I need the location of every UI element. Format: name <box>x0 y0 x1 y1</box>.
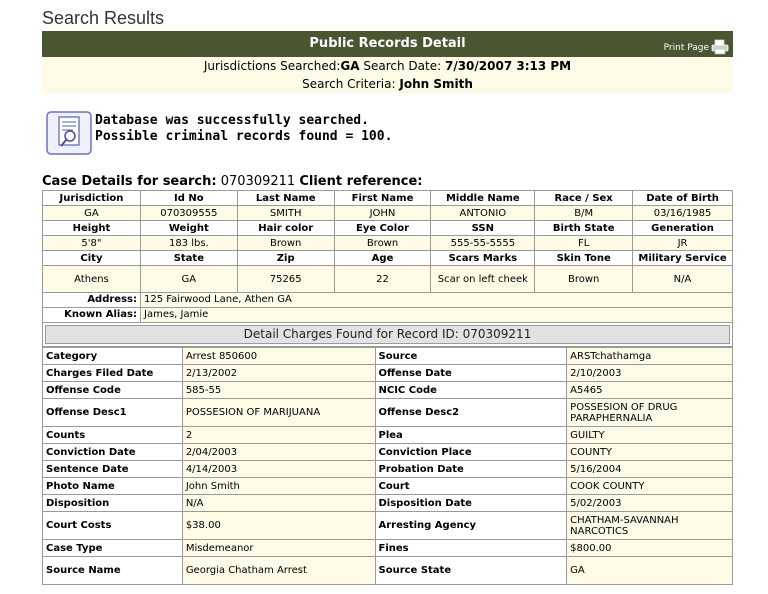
case-heading-label: Case Details for search: <box>42 174 217 189</box>
value-cell: 070309555 <box>140 206 237 221</box>
search-date-label: Search Date: <box>363 59 442 73</box>
value-cell: JR <box>633 236 733 251</box>
field-value: 5/02/2003 <box>567 495 733 512</box>
charge-details-table <box>42 347 733 585</box>
search-message <box>95 113 392 145</box>
field-value: Georgia Chatham Arrest <box>182 557 375 585</box>
value-cell: Brown <box>334 236 431 251</box>
printer-icon <box>711 39 729 55</box>
person-value-row <box>43 206 733 221</box>
field-label: Photo Name <box>43 478 183 495</box>
table-row <box>43 540 733 557</box>
field-label: Disposition <box>43 495 183 512</box>
person-header-row <box>43 191 733 206</box>
alias-label: Known Alias: <box>43 308 141 323</box>
header-cell: Date of Birth <box>633 191 733 206</box>
field-value: 585-55 <box>182 382 375 399</box>
field-label: Court Costs <box>43 512 183 540</box>
charges-title: Detail Charges Found for Record ID: 070309211 <box>45 325 730 344</box>
field-value: POSSESION OF MARIJUANA <box>182 399 375 427</box>
header-cell: State <box>140 251 237 266</box>
value-cell: GA <box>43 206 141 221</box>
address-value: 125 Fairwood Lane, Athen GA <box>141 293 733 308</box>
charges-title-box <box>42 322 733 347</box>
address-table <box>42 292 733 323</box>
field-label: Source Name <box>43 557 183 585</box>
person-value-row <box>43 266 733 294</box>
table-row <box>43 512 733 540</box>
jurisdiction-label: Jurisdictions Searched: <box>203 59 341 73</box>
field-label: Court <box>375 478 567 495</box>
field-value: GUILTY <box>567 427 733 444</box>
case-heading <box>42 174 423 190</box>
field-value: 2/04/2003 <box>182 444 375 461</box>
field-value: POSSESION OF DRUG PARAPHERNALIA <box>567 399 733 427</box>
page-title: Search Results <box>42 8 165 28</box>
header-cell: City <box>43 251 141 266</box>
field-label: Conviction Date <box>43 444 183 461</box>
criteria-value: John Smith <box>399 77 473 91</box>
value-cell: Scar on left cheek <box>431 266 535 294</box>
header-cell: Hair color <box>237 221 334 236</box>
value-cell: 555-55-5555 <box>431 236 535 251</box>
value-cell: 183 lbs. <box>140 236 237 251</box>
field-value: A5465 <box>567 382 733 399</box>
field-value: 5/16/2004 <box>567 461 733 478</box>
criteria-label: Search Criteria: <box>302 77 396 91</box>
search-message-line1: Database was successfully searched. <box>95 113 369 128</box>
person-value-row <box>43 236 733 251</box>
field-label: Charges Filed Date <box>43 365 183 382</box>
person-header-row <box>43 221 733 236</box>
field-label: Sentence Date <box>43 461 183 478</box>
field-value: COOK COUNTY <box>567 478 733 495</box>
table-row <box>43 382 733 399</box>
value-cell: B/M <box>535 206 633 221</box>
person-header-row <box>43 251 733 266</box>
table-row <box>43 444 733 461</box>
field-label: Category <box>43 348 183 365</box>
value-cell: 75265 <box>237 266 334 294</box>
address-row <box>43 293 733 308</box>
header-cell: SSN <box>431 221 535 236</box>
header-cell: Eye Color <box>334 221 431 236</box>
table-row <box>43 348 733 365</box>
table-row <box>43 365 733 382</box>
search-message-line2: Possible criminal records found = 100. <box>95 129 393 144</box>
value-cell: Brown <box>237 236 334 251</box>
header-cell: Id No <box>140 191 237 206</box>
table-row <box>43 399 733 427</box>
field-value: $38.00 <box>182 512 375 540</box>
table-row <box>43 461 733 478</box>
header-cell: Skin Tone <box>535 251 633 266</box>
field-label: Offense Desc1 <box>43 399 183 427</box>
field-label: Offense Date <box>375 365 567 382</box>
field-value: Arrest 850600 <box>182 348 375 365</box>
field-label: Plea <box>375 427 567 444</box>
field-label: Source <box>375 348 567 365</box>
value-cell: Brown <box>535 266 633 294</box>
field-label: Offense Code <box>43 382 183 399</box>
value-cell: GA <box>140 266 237 294</box>
print-page-label: Print Page <box>663 43 709 53</box>
records-header <box>42 31 733 57</box>
field-value: COUNTY <box>567 444 733 461</box>
alias-value: James, Jamie <box>141 308 733 323</box>
field-value: CHATHAM-SAVANNAH NARCOTICS <box>567 512 733 540</box>
header-cell: Military Service <box>633 251 733 266</box>
field-label: Case Type <box>43 540 183 557</box>
field-label: Conviction Place <box>375 444 567 461</box>
client-reference-label: Client reference: <box>299 174 423 189</box>
field-label: Source State <box>375 557 567 585</box>
field-value: ARSTchathamga <box>567 348 733 365</box>
field-value: GA <box>567 557 733 585</box>
header-cell: Age <box>334 251 431 266</box>
field-label: NCIC Code <box>375 382 567 399</box>
field-value: 2/13/2002 <box>182 365 375 382</box>
header-cell: Height <box>43 221 141 236</box>
field-label: Offense Desc2 <box>375 399 567 427</box>
header-cell: Middle Name <box>431 191 535 206</box>
alias-row <box>43 308 733 323</box>
value-cell: JOHN <box>334 206 431 221</box>
search-date-value: 7/30/2007 3:13 PM <box>444 59 572 73</box>
field-value: N/A <box>182 495 375 512</box>
records-header-title: Public Records Detail <box>309 36 466 51</box>
header-cell: Jurisdiction <box>43 191 141 206</box>
print-page-button[interactable] <box>664 33 729 55</box>
field-value: Misdemeanor <box>182 540 375 557</box>
case-search-id: 070309211 <box>220 174 296 189</box>
jurisdiction-value: GA <box>340 59 360 73</box>
field-label: Fines <box>375 540 567 557</box>
value-cell: 03/16/1985 <box>633 206 733 221</box>
value-cell: ANTONIO <box>431 206 535 221</box>
table-row <box>43 478 733 495</box>
header-cell: Zip <box>237 251 334 266</box>
table-row <box>43 495 733 512</box>
value-cell: Athens <box>43 266 141 294</box>
header-cell: Generation <box>633 221 733 236</box>
search-document-icon <box>46 111 92 155</box>
field-label: Disposition Date <box>375 495 567 512</box>
criteria-line <box>42 75 733 93</box>
header-cell: Last Name <box>237 191 334 206</box>
value-cell: 5'8" <box>43 236 141 251</box>
header-cell: First Name <box>334 191 431 206</box>
value-cell: FL <box>535 236 633 251</box>
table-row <box>43 427 733 444</box>
header-cell: Weight <box>140 221 237 236</box>
field-label: Arresting Agency <box>375 512 567 540</box>
address-label: Address: <box>43 293 141 308</box>
field-label: Counts <box>43 427 183 444</box>
field-label: Probation Date <box>375 461 567 478</box>
value-cell: N/A <box>633 266 733 294</box>
field-value: John Smith <box>182 478 375 495</box>
header-cell: Race / Sex <box>535 191 633 206</box>
jurisdiction-line <box>42 57 733 75</box>
value-cell: 22 <box>334 266 431 294</box>
person-details-table <box>42 190 733 294</box>
field-value: $800.00 <box>567 540 733 557</box>
header-cell: Birth State <box>535 221 633 236</box>
field-value: 2 <box>182 427 375 444</box>
table-row <box>43 557 733 585</box>
field-value: 2/10/2003 <box>567 365 733 382</box>
value-cell: SMITH <box>237 206 334 221</box>
field-value: 4/14/2003 <box>182 461 375 478</box>
header-cell: Scars Marks <box>431 251 535 266</box>
